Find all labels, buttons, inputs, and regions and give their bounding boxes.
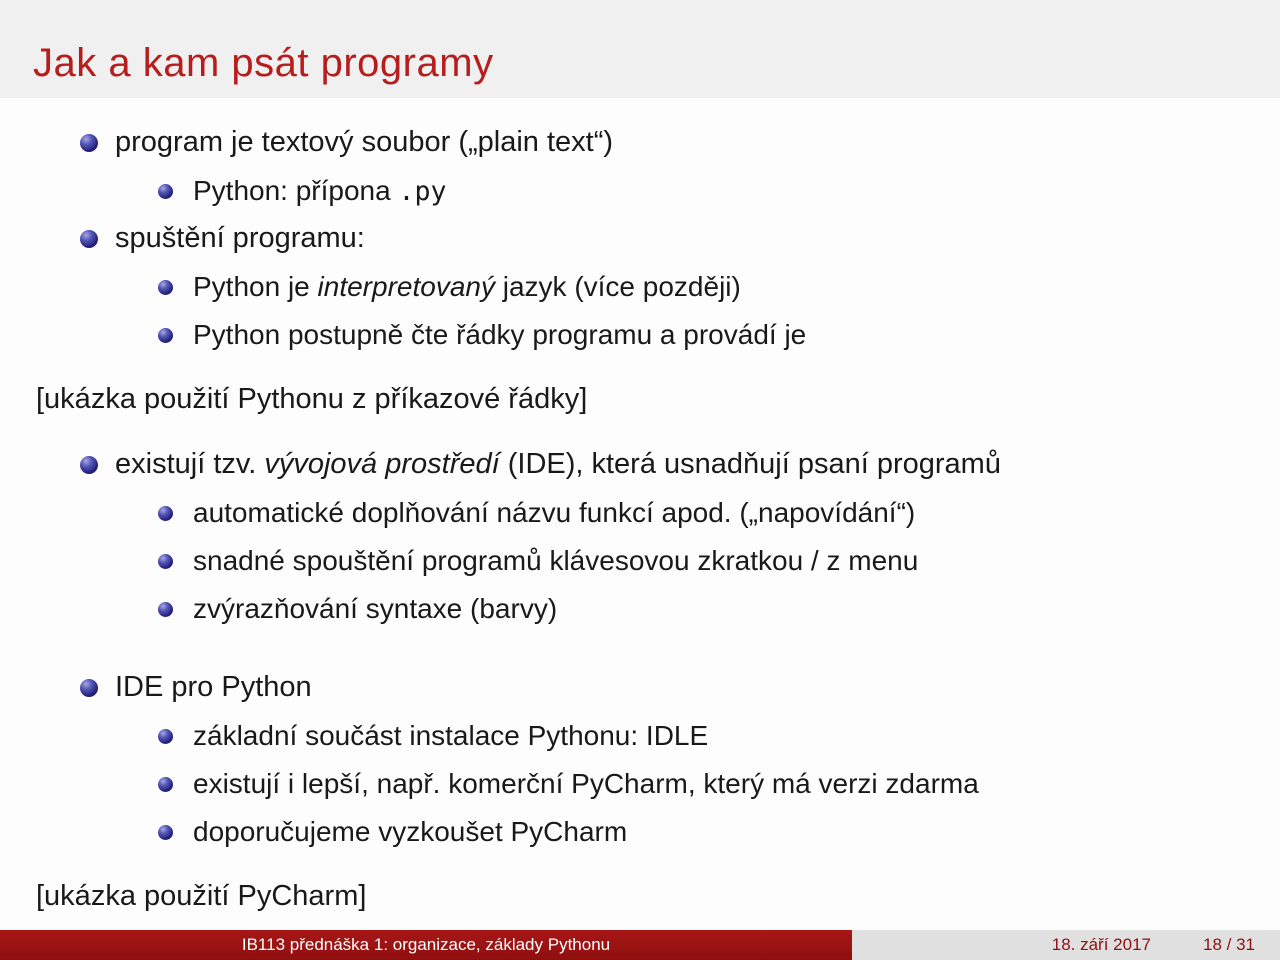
footer-course-title: IB113 přednáška 1: organizace, základy Pythonu bbox=[241, 935, 611, 954]
line-text: spuštění programu: bbox=[115, 222, 365, 255]
sub-bullet-item bbox=[0, 537, 1280, 585]
slide-body bbox=[0, 98, 1280, 921]
bullet-ball-icon bbox=[158, 506, 173, 521]
line-text: automatické doplňování názvu funkcí apod. („napovídání“) bbox=[193, 496, 916, 528]
bullet-ball-icon bbox=[80, 230, 98, 248]
line-text: základní součást instalace Pythonu: IDLE bbox=[193, 719, 709, 751]
bullet-ball-icon bbox=[158, 184, 173, 199]
note-line bbox=[0, 873, 1280, 921]
note-line bbox=[0, 376, 1280, 424]
bullet-ball-icon bbox=[80, 134, 98, 152]
bullet-item bbox=[0, 664, 1280, 712]
sub-bullet-item bbox=[0, 167, 1280, 215]
sub-bullet-item bbox=[0, 760, 1280, 808]
bullet-item bbox=[0, 441, 1280, 489]
line-text: Python: přípona .py bbox=[193, 174, 447, 207]
line-text: [ukázka použití PyCharm] bbox=[36, 880, 367, 913]
bullet-item bbox=[0, 215, 1280, 263]
line-text: doporučujeme vyzkoušet PyCharm bbox=[193, 815, 628, 847]
line-text: Python je interpretovaný jazyk (více později) bbox=[193, 270, 741, 302]
line-text: snadné spouštění programů klávesovou zkratkou / z menu bbox=[193, 544, 919, 576]
line-text: [ukázka použití Pythonu z příkazové řádky] bbox=[36, 383, 588, 416]
footline bbox=[0, 930, 1280, 960]
bullet-ball-icon bbox=[158, 825, 173, 840]
line-text: existují tzv. vývojová prostředí (IDE), která usnadňují psaní programů bbox=[115, 448, 1001, 481]
slide-title: Jak a kam psát programy bbox=[33, 41, 494, 85]
footer-date: 18. září 2017 bbox=[1051, 935, 1151, 954]
line-text: existují i lepší, např. komerční PyCharm, který má verzi zdarma bbox=[193, 767, 979, 799]
footer-course-box bbox=[0, 930, 852, 960]
footer-meta-box bbox=[852, 930, 1280, 960]
sub-bullet-item bbox=[0, 712, 1280, 760]
slide-title-bar bbox=[0, 0, 1280, 98]
bullet-ball-icon bbox=[80, 679, 98, 697]
bullet-ball-icon bbox=[158, 729, 173, 744]
bullet-ball-icon bbox=[80, 456, 98, 474]
sub-bullet-item bbox=[0, 311, 1280, 359]
line-text: program je textový soubor („plain text“) bbox=[115, 126, 614, 159]
bullet-ball-icon bbox=[158, 328, 173, 343]
bullet-ball-icon bbox=[158, 777, 173, 792]
line-text: Python postupně čte řádky programu a provádí je bbox=[193, 318, 807, 350]
bullet-item bbox=[0, 119, 1280, 167]
sub-bullet-item bbox=[0, 489, 1280, 537]
line-text: zvýrazňování syntaxe (barvy) bbox=[193, 592, 558, 624]
sub-bullet-item bbox=[0, 585, 1280, 633]
footer-page-indicator: 18 / 31 bbox=[1203, 935, 1255, 954]
sub-bullet-item bbox=[0, 808, 1280, 856]
line-text: IDE pro Python bbox=[115, 671, 312, 704]
bullet-ball-icon bbox=[158, 280, 173, 295]
bullet-ball-icon bbox=[158, 602, 173, 617]
sub-bullet-item bbox=[0, 263, 1280, 311]
bullet-ball-icon bbox=[158, 554, 173, 569]
